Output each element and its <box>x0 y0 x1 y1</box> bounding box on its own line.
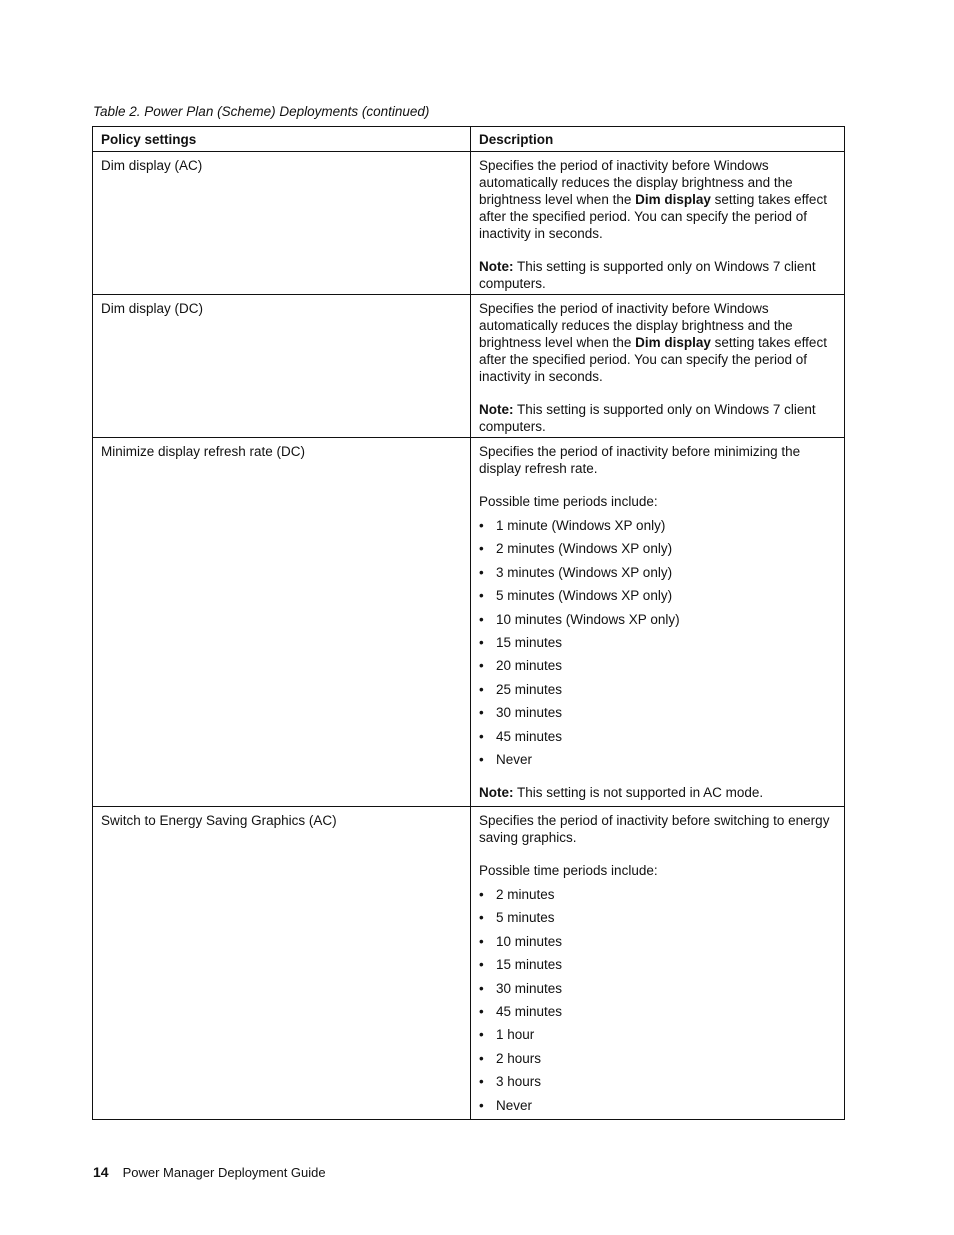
list-item: • Never <box>479 751 533 767</box>
list-item: • 30 minutes <box>479 980 563 996</box>
page-footer <box>93 1164 326 1180</box>
column-header-policy: Policy settings <box>93 127 471 152</box>
list-item: • Never <box>479 1097 533 1113</box>
column-header-description: Description <box>471 127 845 152</box>
list-item: • 2 minutes <box>479 887 555 902</box>
list-item: • 25 minutes <box>479 681 563 697</box>
policy-cell: Minimize display refresh rate (DC) <box>93 438 471 807</box>
list-item: • 1 hour <box>479 1027 535 1043</box>
list-item: • 10 minutes (Windows XP only) <box>479 611 680 627</box>
note-text: Note: This setting is supported only on Windows 7 client computers. <box>479 259 816 291</box>
list-item: • 20 minutes <box>479 658 563 674</box>
list-item: • 3 minutes (Windows XP only) <box>479 564 673 580</box>
list-item: • 5 minutes (Windows XP only) <box>479 588 673 604</box>
list-item: • 30 minutes <box>479 705 563 721</box>
list-item: • 1 minute (Windows XP only) <box>479 518 666 533</box>
time-period-list <box>479 517 836 768</box>
list-item: • 3 hours <box>479 1074 542 1090</box>
description-text: Specifies the period of inactivity before switching to energy saving graphics. <box>479 813 830 845</box>
note-text: Note: This setting is supported only on Windows 7 client computers. <box>479 402 816 434</box>
power-plan-table <box>92 126 845 1120</box>
document-title: Power Manager Deployment Guide <box>122 1165 326 1180</box>
description-text: Specifies the period of inactivity before minimizing the display refresh rate. <box>479 444 801 476</box>
table-row <box>93 807 845 1120</box>
page-number: 14 <box>93 1164 109 1180</box>
list-item: • 45 minutes <box>479 1003 563 1019</box>
description-cell <box>471 807 845 1120</box>
description-text: Specifies the period of inactivity before Windows automatically reduces the display brightness and the brightness level when the Dim display setting takes effect after the specified period. You can specify the period of inactivity in seconds. <box>479 158 827 241</box>
policy-cell: Dim display (AC) <box>93 152 471 295</box>
list-intro: Possible time periods include: <box>479 863 658 878</box>
description-cell <box>471 152 845 295</box>
list-item: • 2 minutes (Windows XP only) <box>479 541 673 557</box>
policy-cell: Dim display (DC) <box>93 295 471 438</box>
list-intro: Possible time periods include: <box>479 494 658 509</box>
description-cell <box>471 295 845 438</box>
policy-cell: Switch to Energy Saving Graphics (AC) <box>93 807 471 1120</box>
table-header-row <box>93 127 845 152</box>
table-row <box>93 295 845 438</box>
list-item: • 5 minutes <box>479 910 555 926</box>
time-period-list <box>479 886 836 1114</box>
list-item: • 15 minutes <box>479 634 563 650</box>
list-item: • 15 minutes <box>479 957 563 973</box>
note-text: Note: This setting is not supported in AC mode. <box>479 784 764 800</box>
list-item: • 10 minutes <box>479 933 563 949</box>
list-item: • 2 hours <box>479 1050 542 1066</box>
table-row <box>93 438 845 807</box>
list-item: • 45 minutes <box>479 728 563 744</box>
description-cell <box>471 438 845 807</box>
table-caption: Table 2. Power Plan (Scheme) Deployments (continued) <box>93 104 430 119</box>
table-row <box>93 152 845 295</box>
description-text: Specifies the period of inactivity before Windows automatically reduces the display brightness and the brightness level when the Dim display setting takes effect after the specified period. You can specify the period of inactivity in seconds. <box>479 301 827 384</box>
